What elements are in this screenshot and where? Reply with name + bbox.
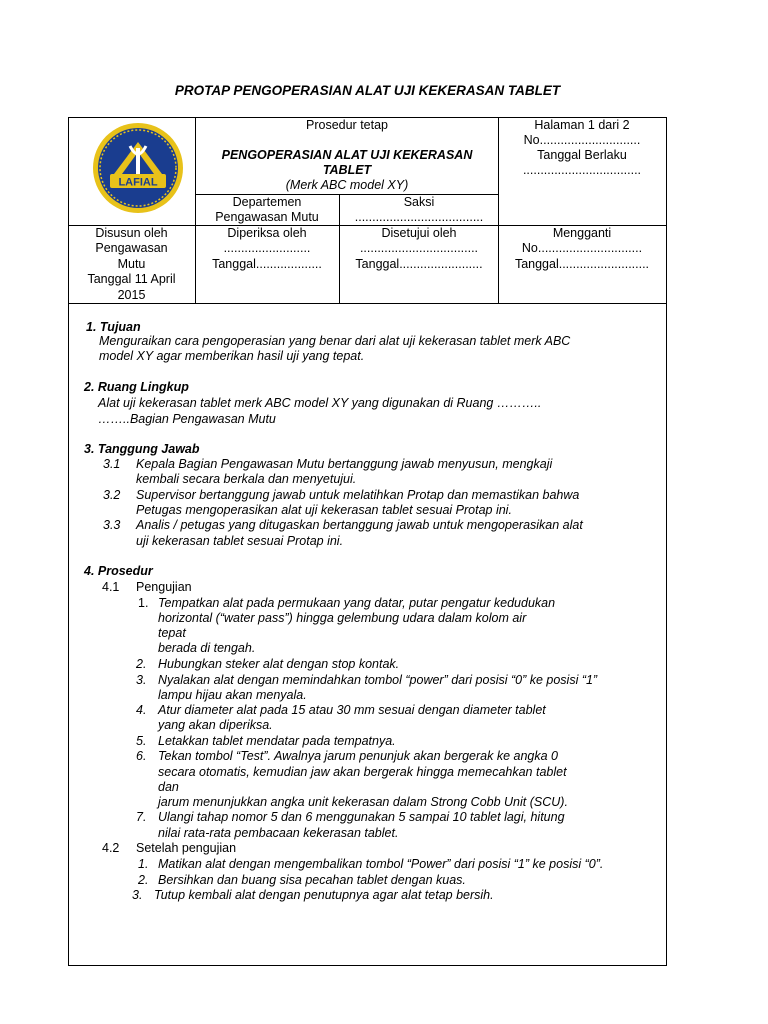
step-line: tepat: [158, 626, 186, 640]
section-tujuan-heading: 1. Tujuan: [86, 320, 141, 334]
mengganti-label: Mengganti: [552, 226, 612, 240]
saksi-field: .....................................: [354, 210, 484, 224]
disusun-line5: 2015: [117, 288, 146, 302]
ruang-line1: Alat uji kekerasan tablet merk ABC model XY yang digunakan di Ruang ………..: [98, 396, 542, 410]
mengganti-no: No..............................: [521, 241, 643, 255]
after-line: Bersihkan dan buang sisa pecahan tablet dengan kuas.: [158, 873, 466, 887]
step-line: dan: [158, 780, 179, 794]
tanggung-item-line1: Kepala Bagian Pengawasan Mutu bertanggung jawab menyusun, mengkaji: [136, 457, 553, 471]
step-line: horizontal (“water pass”) hingga gelembung udara dalam kolom air: [158, 611, 527, 625]
after-num: 2.: [138, 873, 149, 887]
pengujian-num: 4.1: [102, 580, 120, 594]
step-num: 5.: [136, 734, 147, 748]
tanggung-item-line2: uji kekerasan tablet sesuai Protap ini.: [136, 534, 344, 548]
tanggung-item-num: 3.1: [103, 457, 121, 471]
svg-text:LAFIAL: LAFIAL: [118, 176, 158, 189]
step-line: Letakkan tablet mendatar pada tempatnya.: [158, 734, 396, 748]
tanggal-berlaku-label: Tanggal Berlaku: [537, 148, 627, 162]
after-num: 1.: [138, 857, 149, 871]
disusun-line2: Pengawasan: [95, 241, 168, 255]
departemen-line2: Pengawasan Mutu: [215, 210, 319, 224]
lafial-logo: [92, 122, 184, 214]
pengujian-label: Pengujian: [136, 580, 192, 594]
step-num: 3.: [136, 673, 147, 687]
no-field: No.............................: [523, 133, 641, 147]
tanggal-berlaku-field: ..................................: [522, 163, 642, 177]
disetujui-field: ..................................: [359, 241, 479, 255]
lafial-logo-icon: [92, 122, 184, 214]
tanggung-item-line1: Analis / petugas yang ditugaskan bertanggung jawab untuk mengoperasikan alat: [136, 518, 583, 532]
disusun-line1: Disusun oleh: [95, 226, 168, 240]
setelah-label: Setelah pengujian: [136, 841, 237, 855]
step-num: 4.: [136, 703, 147, 717]
disusun-line4: Tanggal 11 April: [87, 272, 176, 286]
step-line: Tempatkan alat pada permukaan yang datar, putar pengatur kedudukan: [158, 596, 556, 610]
step-line: Hubungkan steker alat dengan stop kontak.: [158, 657, 400, 671]
section-ruang-heading: 2. Ruang Lingkup: [84, 380, 189, 394]
step-line: Tekan tombol “Test”. Awalnya jarum penunjuk akan bergerak ke angka 0: [158, 749, 559, 763]
ruang-line2: ……..Bagian Pengawasan Mutu: [98, 412, 276, 426]
after-num: 3.: [132, 888, 143, 902]
merk-label: (Merk ABC model XY): [285, 178, 409, 192]
doc-name-line2: TABLET: [322, 163, 372, 177]
saksi-label: Saksi: [403, 195, 435, 209]
step-line: berada di tengah.: [158, 641, 256, 655]
step-num: 6.: [136, 749, 147, 763]
diperiksa-tanggal: Tanggal...................: [212, 257, 322, 271]
section-prosedur-heading: 4. Prosedur: [84, 564, 153, 578]
step-line: jarum menunjukkan angka unit kekerasan dalam Strong Cobb Unit (SCU).: [158, 795, 568, 809]
disetujui-tanggal: Tanggal........................: [355, 257, 483, 271]
after-line: Matikan alat dengan mengembalikan tombol “Power” dari posisi “1” ke posisi “0”.: [158, 857, 604, 871]
halaman-label: Halaman 1 dari 2: [534, 118, 630, 132]
diperiksa-field: .........................: [223, 241, 311, 255]
disusun-line3: Mutu: [117, 257, 146, 271]
section-tanggung-heading: 3. Tanggung Jawab: [84, 442, 200, 456]
tanggung-item-line1: Supervisor bertanggung jawab untuk melatihkan Protap dan memastikan bahwa: [136, 488, 580, 502]
diperiksa-label: Diperiksa oleh: [227, 226, 307, 240]
step-line: Atur diameter alat pada 15 atau 30 mm sesuai dengan diameter tablet: [158, 703, 546, 717]
tanggung-item-num: 3.2: [103, 488, 121, 502]
step-num: 2.: [136, 657, 147, 671]
tujuan-line1: Menguraikan cara pengoperasian yang benar dari alat uji kekerasan tablet merk ABC: [99, 334, 571, 348]
document-title: PROTAP PENGOPERASIAN ALAT UJI KEKERASAN TABLET: [174, 83, 561, 98]
step-num: 7.: [136, 810, 147, 824]
doc-name-line1: PENGOPERASIAN ALAT UJI KEKERASAN: [221, 148, 473, 162]
step-line: lampu hijau akan menyala.: [158, 688, 307, 702]
setelah-num: 4.2: [102, 841, 120, 855]
step-line: nilai rata-rata pembacaan kekerasan tablet.: [158, 826, 399, 840]
step-line: secara otomatis, kemudian jaw akan bergerak hingga memecahkan tablet: [158, 765, 567, 779]
departemen-line1: Departemen: [232, 195, 302, 209]
tanggung-item-line2: kembali secara berkala dan menyetujui.: [136, 472, 357, 486]
step-num: 1.: [138, 596, 149, 610]
disetujui-label: Disetujui oleh: [381, 226, 457, 240]
tanggung-item-num: 3.3: [103, 518, 121, 532]
mengganti-tanggal: Tanggal..........................: [514, 257, 650, 271]
after-line: Tutup kembali alat dengan penutupnya agar alat tetap bersih.: [154, 888, 494, 902]
step-line: Ulangi tahap nomor 5 dan 6 menggunakan 5 sampai 10 tablet lagi, hitung: [158, 810, 565, 824]
step-line: Nyalakan alat dengan memindahkan tombol “power” dari posisi “0” ke posisi “1”: [158, 673, 598, 687]
tanggung-item-line2: Petugas mengoperasikan alat uji kekerasan tablet sesuai Protap ini.: [136, 503, 512, 517]
tujuan-line2: model XY agar memberikan hasil uji yang tepat.: [99, 349, 365, 363]
step-line: yang akan diperiksa.: [158, 718, 273, 732]
prosedur-tetap-label: Prosedur tetap: [306, 118, 388, 132]
